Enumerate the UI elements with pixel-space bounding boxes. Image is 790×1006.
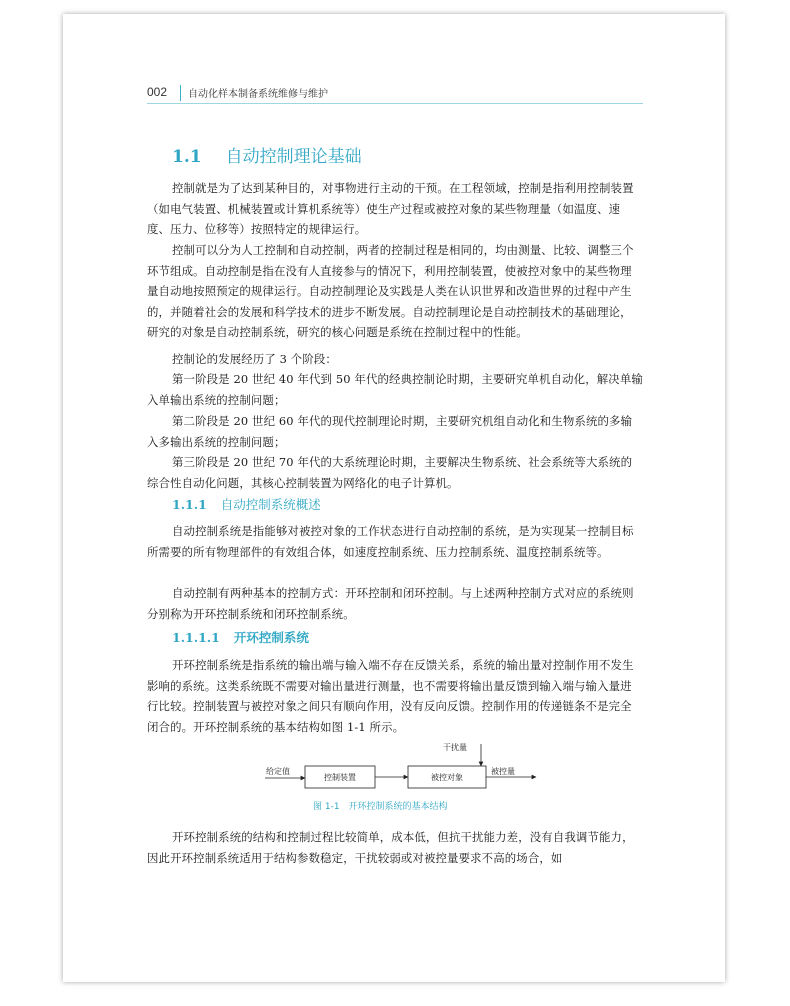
paragraph: 控制论的发展经历了 3 个阶段： — [172, 352, 337, 366]
paragraph: 控制可以分为人工控制和自动控制，两者的控制过程是相同的，均由测量、比较、调整三个环节组成。自动控制是指在没有人直接参与的情况下，利用控制装置，使被控对象中的某些物理量自动地按照预定的规律运行。自动控制理论及实践是人类在认识世界和改造世界的过程中产生的，并随着社会的发展和科学技术的进步不断发展。自动控制理论是自动控制技术的基础理论，研究的对象是自动控制系统，研究的核心问题是系统在控制过程中的性能。 — [147, 243, 634, 340]
paragraph: 第一阶段是 20 世纪 40 年代到 50 年代的经典控制论时期，主要研究单机自动化，解决单输入单输出系统的控制问题； — [147, 372, 643, 407]
output-label: 被控量 — [491, 767, 515, 776]
subsection-heading — [172, 495, 321, 513]
paragraph: 第二阶段是 20 世纪 60 年代的现代控制理论时期，主要研究机组自动化和生物系统的多输入多输出系统的控制问题； — [147, 414, 633, 449]
input-label: 给定值 — [266, 767, 290, 776]
paragraph: 控制就是为了达到某种目的，对事物进行主动的干预。在工程领域，控制是指利用控制装置（如电气装置、机械装置或计算机系统等）使生产过程或被控对象的某些物理量（如温度、速度、压力、位移等）按照特定的规律运行。 — [147, 181, 634, 237]
subsection-number: 1.1.1 — [172, 497, 207, 512]
page-number: 002 — [147, 85, 168, 99]
paragraph: 第三阶段是 20 世纪 70 年代的大系统理论时期，主要解决生物系统、社会系统等大系统的综合性自动化问题，其核心控制装置为网络化的电子计算机。 — [147, 455, 633, 490]
section-heading — [172, 142, 362, 167]
disturbance-label: 干扰量 — [443, 743, 467, 752]
section-number: 1.1 — [172, 147, 202, 167]
paragraph: 自动控制系统是指能够对被控对象的工作状态进行自动控制的系统，是为实现某一控制目标所需要的所有物理部件的有效组合体，如速度控制系统、压力控制系统、温度控制系统等。 — [147, 524, 634, 559]
subsubsection-number: 1.1.1.1 — [172, 630, 220, 645]
paragraph: 自动控制有两种基本的控制方式：开环控制和闭环控制。与上述两种控制方式对应的系统则分别称为开环控制系统和闭环控制系统。 — [147, 586, 634, 621]
paragraph: 开环控制系统是指系统的输出端与输入端不存在反馈关系，系统的输出量对控制作用不发生影响的系统。这类系统既不需要对输出量进行测量，也不需要将输出量反馈到输入端与输入量进行比较。控制装置与被控对象之间只有顺向作用，没有反向反馈。控制作用的传递链条不是完全闭合的。开环控制系统的基本结构如图 1-1 所示。 — [147, 658, 634, 734]
subsection-title: 自动控制系统概述 — [220, 497, 321, 512]
diagram-svg — [263, 742, 539, 798]
running-header — [147, 85, 643, 104]
controller-label: 控制装置 — [324, 773, 356, 782]
figure-caption: 图 1-1 开环控制系统的基本结构 — [313, 802, 448, 812]
plant-label: 被控对象 — [431, 773, 463, 782]
subsubsection-heading — [172, 628, 309, 646]
section-title: 自动控制理论基础 — [225, 147, 362, 167]
subsubsection-title: 开环控制系统 — [233, 630, 309, 645]
paragraph: 开环控制系统的结构和控制过程比较简单，成本低，但抗干扰能力差，没有自我调节能力，因此开环控制系统适用于结构参数稳定，干扰较弱或对被控量要求不高的场合，如 — [147, 830, 634, 865]
header-separator — [180, 85, 181, 101]
book-title: 自动化样本制备系统维修与维护 — [188, 89, 328, 100]
